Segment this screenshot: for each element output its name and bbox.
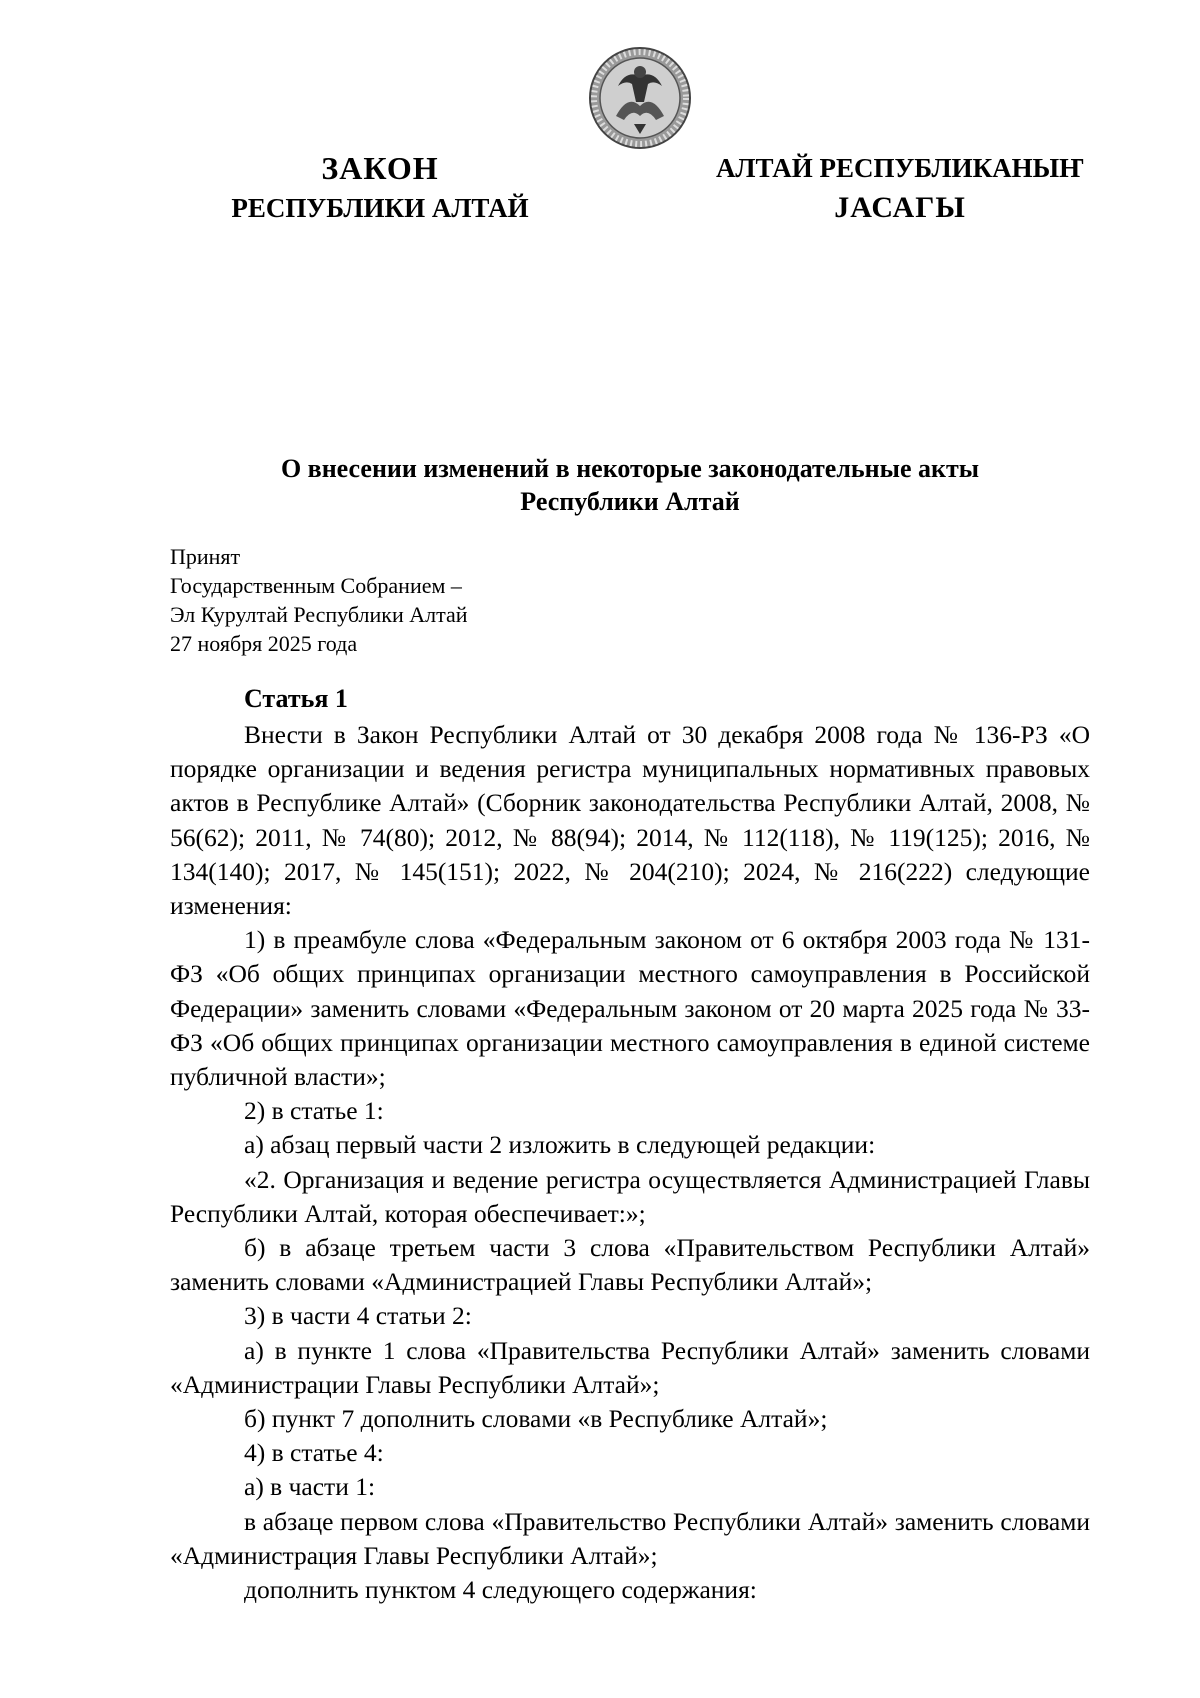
paragraph: 3) в части 4 статьи 2: [244, 1301, 472, 1331]
paragraph: в абзаце первом слова «Правительство Республики Алтай» заменить словами «Администрация Главы Республики Алтай»; [170, 1506, 1090, 1570]
adoption-line-2: Государственным Собранием – [170, 573, 462, 598]
adoption-line-3: Эл Курултай Республики Алтай [170, 602, 468, 627]
paragraph: 4) в статье 4: [244, 1438, 384, 1468]
paragraph: 1) в преамбуле слова «Федеральным законом от 6 октября 2003 года № 131-ФЗ «Об общих принципах организации местного самоуправления в Российской Федерации» заменить словами «Федеральным законом от 20 марта 2025 года № 33-ФЗ «Об общих принципах организации местного самоуправления в единой системе публичной власти»; [170, 925, 1090, 1092]
title-line-1: О внесении изменений в некоторые законодательные акты [280, 454, 980, 483]
paragraph: Внести в Закон Республики Алтай от 30 декабря 2008 года № 136-РЗ «О порядке организации и ведения регистра муниципальных нормативных правовых актов в Республике Алтай» (Сборник законодательства Республики Алтай, 2008, № 56(62); 2011, № 74(80); 2012, № 88(94); 2014, № 112(118), № 119(125); 2016, № 134(140); 2017, № 145(151); 2022, № 204(210); 2024, № 216(222) следующие изменения: [170, 720, 1090, 921]
adoption-line-1: Принят [170, 544, 241, 569]
header-law-word: ЗАКОН [321, 150, 439, 186]
law-header-altai [705, 148, 1095, 228]
header-altai-law-word: ЈАСАГЫ [834, 191, 966, 224]
header-altai-republic-name: АЛТАЙ РЕСПУБЛИКАНЫҤ [715, 153, 1085, 183]
adoption-date: 27 ноября 2025 года [170, 631, 358, 656]
document-title [170, 452, 1090, 518]
title-line-2: Республики Алтай [520, 487, 740, 516]
paragraph: 2) в статье 1: [244, 1096, 384, 1126]
article-body [170, 718, 1090, 1607]
article-heading: Статья 1 [244, 684, 348, 713]
paragraph: б) в абзаце третьем части 3 слова «Правительством Республики Алтай» заменить словами «Администрацией Главы Республики Алтай»; [170, 1233, 1090, 1297]
paragraph: «2. Организация и ведение регистра осуществляется Администрацией Главы Республики Алтай, которая обеспечивает:»; [170, 1164, 1090, 1228]
adoption-block [170, 542, 468, 658]
paragraph: а) абзац первый части 2 изложить в следующей редакции: [244, 1130, 876, 1160]
paragraph: б) пункт 7 дополнить словами «в Республике Алтай»; [244, 1404, 828, 1434]
header-republic-name: РЕСПУБЛИКИ АЛТАЙ [231, 193, 529, 223]
paragraph: а) в пункте 1 слова «Правительства Республики Алтай» заменить словами «Администрации Главы Республики Алтай»; [170, 1335, 1090, 1399]
altai-republic-emblem-icon [588, 46, 692, 150]
paragraph: дополнить пунктом 4 следующего содержания: [244, 1575, 757, 1605]
law-header-russian [180, 148, 580, 228]
paragraph: а) в части 1: [244, 1472, 376, 1502]
